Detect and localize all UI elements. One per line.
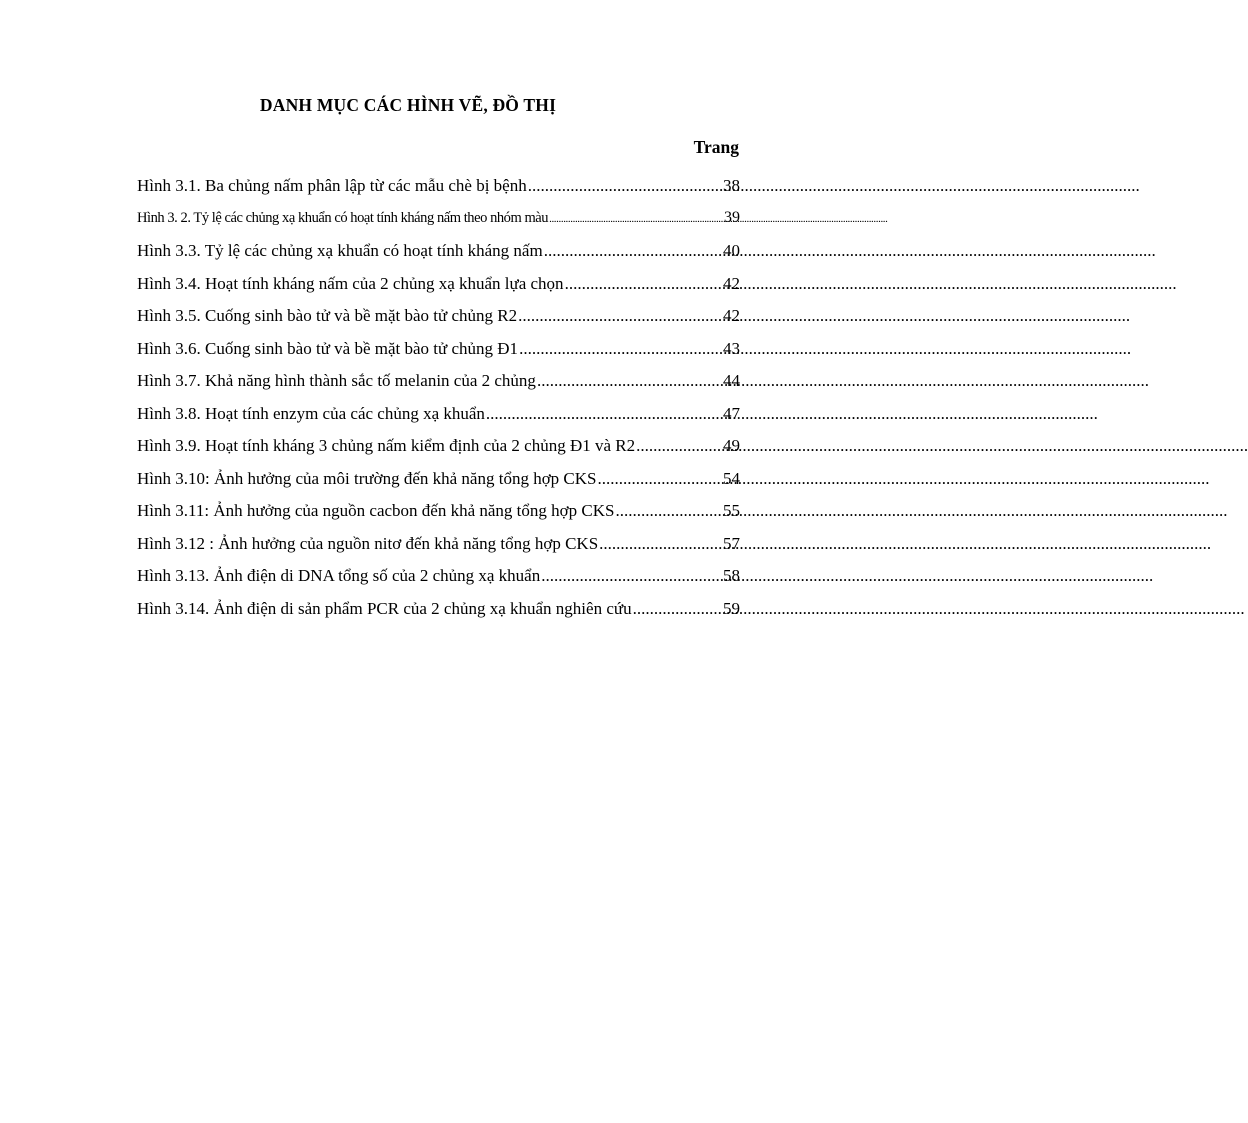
- entry-page-number: 44: [723, 371, 740, 390]
- dot-leader: [636, 436, 722, 456]
- entry-label: Hình 3.3. Tỷ lệ các chủng xạ khuẩn có hoạt tính kháng nấm: [137, 241, 543, 260]
- dot-leader: [565, 274, 722, 294]
- list-item: [137, 241, 740, 274]
- entry-label: Hình 3.13. Ảnh điện di DNA tổng số của 2 chủng xạ khuẩn: [137, 566, 541, 585]
- list-item: [137, 176, 740, 209]
- list-item: [137, 274, 740, 307]
- list-item: [137, 469, 740, 502]
- entry-page-number: 42: [723, 273, 740, 293]
- dot-leader: [598, 469, 723, 489]
- dot-leader: [486, 404, 722, 424]
- dot-leader: [541, 566, 722, 586]
- list-item: [137, 566, 740, 599]
- entry-page-number: 49: [723, 436, 740, 455]
- entry-label: Hình 3.4. Hoạt tính kháng nấm của 2 chủng xạ khuẩn lựa chọn: [137, 273, 564, 293]
- list-item: [137, 371, 740, 404]
- entry-label: Hình 3. 2. Tỷ lệ các chủng xạ khuẩn có hoạt tính kháng nấm theo nhóm màu: [137, 209, 549, 226]
- entry-page-number: 47: [723, 403, 740, 423]
- list-item: [137, 436, 740, 469]
- dot-leader: [633, 599, 722, 619]
- dot-leader: [615, 501, 722, 521]
- entry-label: Hình 3.14. Ảnh điện di sản phẩm PCR của 2 chủng xạ khuẩn nghiên cứu: [137, 598, 632, 618]
- entry-page-number: 54: [723, 468, 740, 488]
- list-item: [137, 501, 740, 534]
- list-item: [137, 209, 740, 242]
- entry-page-number: 40: [723, 241, 740, 260]
- dot-leader: [519, 339, 722, 359]
- figure-list: [137, 176, 740, 631]
- dot-leader: [537, 371, 722, 391]
- entry-label: Hình 3.8. Hoạt tính enzym của các chủng xạ khuẩn: [137, 403, 485, 423]
- entry-page-number: 59: [723, 598, 740, 618]
- list-item: [137, 599, 740, 632]
- entry-page-number: 57: [723, 533, 740, 553]
- entry-label: Hình 3.1. Ba chủng nấm phân lập từ các mẫu chè bị bệnh: [137, 176, 527, 195]
- dot-leader: [549, 213, 723, 225]
- entry-label: Hình 3.10: Ảnh hưởng của môi trường đến khả năng tổng hợp CKS: [137, 468, 597, 488]
- entry-label: Hình 3.9. Hoạt tính kháng 3 chủng nấm kiểm định của 2 chủng Đ1 và R2: [137, 436, 636, 455]
- dot-leader: [528, 176, 722, 196]
- entry-label: Hình 3.7. Khả năng hình thành sắc tố melanin của 2 chủng: [137, 371, 536, 390]
- entry-page-number: 58: [723, 566, 740, 585]
- entry-page-number: 55: [723, 501, 740, 520]
- list-item: [137, 339, 740, 372]
- page-column-header: Trang: [693, 137, 739, 157]
- entry-page-number: 43: [723, 338, 740, 358]
- dot-leader: [518, 306, 722, 326]
- page-title: DANH MỤC CÁC HÌNH VẼ, ĐỒ THỊ: [259, 95, 557, 115]
- entry-page-number: 38: [723, 176, 740, 195]
- entry-page-number: 39: [724, 208, 740, 226]
- dot-leader: [599, 534, 722, 554]
- dot-leader: [544, 241, 722, 261]
- list-item: [137, 404, 740, 437]
- entry-label: Hình 3.6. Cuống sinh bào tử và bề mặt bào tử chủng Đ1: [137, 338, 519, 358]
- entry-page-number: 42: [723, 306, 740, 325]
- entry-label: Hình 3.12 : Ảnh hưởng của nguồn nitơ đến khả năng tổng hợp CKS: [137, 533, 599, 553]
- entry-label: Hình 3.11: Ảnh hưởng của nguồn cacbon đến khả năng tổng hợp CKS: [137, 501, 615, 520]
- list-item: [137, 534, 740, 567]
- entry-label: Hình 3.5. Cuống sinh bào tử và bề mặt bào tử chủng R2: [137, 306, 518, 325]
- list-item: [137, 306, 740, 339]
